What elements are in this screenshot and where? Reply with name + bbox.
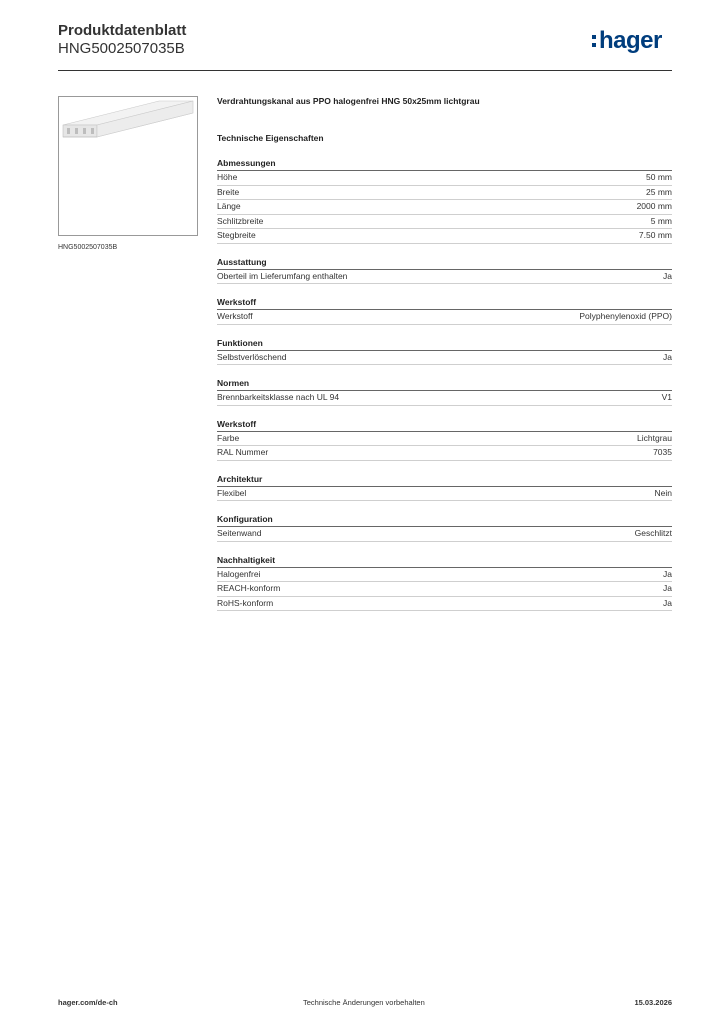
- spec-section: [217, 419, 672, 461]
- spec-value: 50 mm: [646, 172, 672, 182]
- spec-value: 7.50 mm: [638, 230, 672, 240]
- section-title: Konfiguration: [217, 514, 672, 527]
- spec-value: 2000 mm: [636, 201, 672, 211]
- spec-value: Ja: [663, 597, 672, 608]
- spec-section: [217, 474, 672, 502]
- spec-label: Selbstverlöschend: [217, 351, 287, 362]
- document-header: [58, 22, 186, 58]
- header-divider: [58, 70, 672, 71]
- spec-row: [217, 487, 672, 502]
- spec-row: [217, 229, 672, 244]
- spec-value: Geschlitzt: [634, 528, 672, 538]
- spec-section: [217, 378, 672, 406]
- spec-value: Ja: [663, 583, 672, 593]
- spec-value: Ja: [663, 270, 672, 281]
- spec-row: [217, 270, 672, 285]
- spec-value: Polyphenylenoxid (PPO): [579, 311, 672, 321]
- spec-row: [217, 200, 672, 215]
- spec-row: [217, 597, 672, 612]
- spec-value: Ja: [663, 351, 672, 362]
- product-title: Verdrahtungskanal aus PPO halogenfrei HNG 50x25mm lichtgrau: [217, 96, 480, 106]
- spec-label: Farbe: [217, 432, 240, 443]
- logo-text: hager: [599, 27, 662, 54]
- spec-label: Länge: [217, 201, 241, 211]
- section-title: Werkstoff: [217, 297, 672, 310]
- spec-row: [217, 568, 672, 583]
- section-title: Architektur: [217, 474, 672, 487]
- spec-value: Lichtgrau: [637, 432, 672, 443]
- spec-label: REACH-konform: [217, 583, 281, 593]
- spec-row: [217, 527, 672, 542]
- hager-logo: [592, 26, 662, 56]
- section-title: Abmessungen: [217, 158, 672, 171]
- spec-row: [217, 446, 672, 461]
- spec-label: Halogenfrei: [217, 568, 261, 579]
- spec-value: 7035: [653, 447, 672, 457]
- spec-label: RoHS-konform: [217, 597, 274, 608]
- spec-label: Stegbreite: [217, 230, 256, 240]
- spec-section: [217, 158, 672, 244]
- spec-label: Brennbarkeitsklasse nach UL 94: [217, 392, 340, 402]
- cable-duct-image: [59, 97, 197, 235]
- footer-website-link[interactable]: hager.com/de-ch: [58, 998, 118, 1007]
- article-number: HNG5002507035B: [58, 40, 185, 57]
- spec-label: Oberteil im Lieferumfang enthalten: [217, 270, 348, 281]
- spec-value: Nein: [654, 487, 672, 498]
- spec-label: Werkstoff: [217, 311, 253, 321]
- spec-content: [217, 96, 672, 624]
- footer-notice: Technische Änderungen vorbehalten: [303, 998, 425, 1007]
- spec-label: RAL Nummer: [217, 447, 269, 457]
- spec-sections: [217, 158, 672, 611]
- spec-row: [217, 310, 672, 325]
- spec-section: [217, 555, 672, 612]
- spec-value: 25 mm: [646, 186, 672, 197]
- spec-row: [217, 351, 672, 366]
- logo-dots-icon: [592, 31, 598, 49]
- footer-date: 15.03.2026: [634, 998, 672, 1007]
- spec-section: [217, 514, 672, 542]
- spec-label: Breite: [217, 186, 240, 197]
- document-title: Produktdatenblatt: [58, 22, 187, 39]
- tech-heading: Technische Eigenschaften: [217, 133, 324, 143]
- spec-row: [217, 391, 672, 406]
- spec-section: [217, 297, 672, 325]
- image-caption: HNG5002507035B: [58, 244, 118, 251]
- section-title: Werkstoff: [217, 419, 672, 432]
- section-title: Ausstattung: [217, 257, 672, 270]
- spec-value: 5 mm: [650, 215, 672, 226]
- spec-row: [217, 582, 672, 597]
- spec-label: Flexibel: [217, 487, 247, 498]
- spec-section: [217, 338, 672, 366]
- product-image: [58, 96, 198, 236]
- spec-value: V1: [661, 392, 672, 402]
- spec-row: [217, 432, 672, 447]
- section-title: Funktionen: [217, 338, 672, 351]
- spec-section: [217, 257, 672, 285]
- spec-row: [217, 215, 672, 230]
- section-title: Nachhaltigkeit: [217, 555, 672, 568]
- spec-label: Höhe: [217, 172, 238, 182]
- spec-value: Ja: [663, 568, 672, 579]
- spec-label: Schlitzbreite: [217, 215, 264, 226]
- spec-label: Seitenwand: [217, 528, 262, 538]
- spec-row: [217, 186, 672, 201]
- spec-row: [217, 171, 672, 186]
- section-title: Normen: [217, 378, 672, 391]
